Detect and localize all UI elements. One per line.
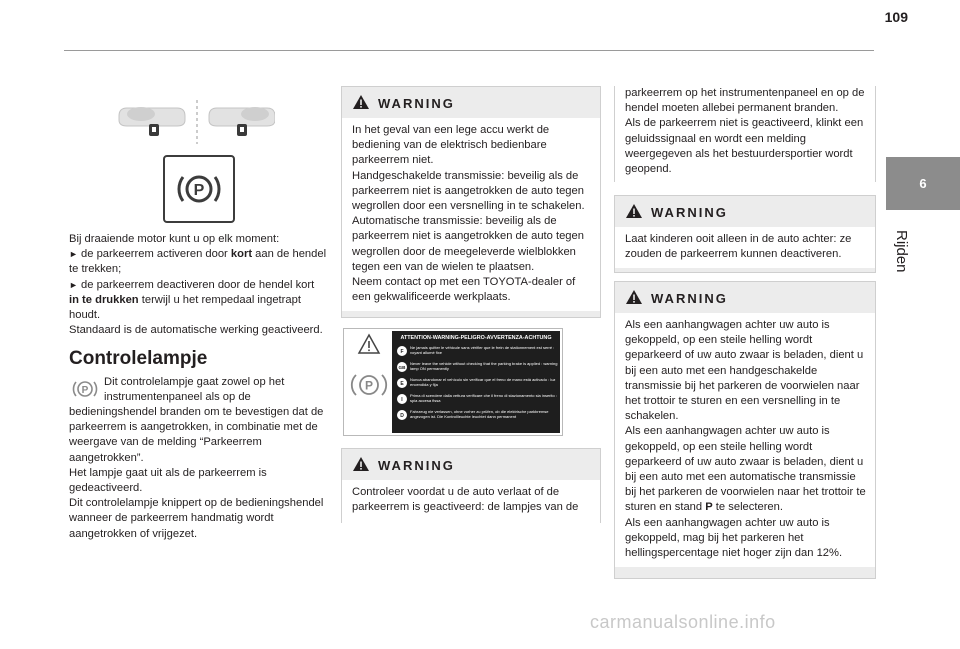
warning-box-leave-vehicle [341, 448, 601, 523]
parking-brake-warning-lamp-icon [72, 378, 98, 400]
warning-triangle-icon [352, 456, 370, 472]
sticker-header: ATTENTION-WARNING-PELIGRO-AVVERTENZA-ACHTUNG [400, 335, 552, 341]
sticker-lang-badge: D [400, 413, 404, 419]
lever-push-icon [209, 107, 275, 136]
warning-header [615, 282, 875, 313]
warning-title: WARNING [378, 96, 455, 111]
lever-pull-icon [119, 107, 185, 136]
sticker-line: Fahrzeug nie verlassen, ohne vorher zu prüfen, ob die elektrische parkbremse angezogen ist. Die Kontrollleuchte leuchtet dann permanent [410, 409, 549, 419]
svg-text:P: P [364, 378, 374, 393]
warning-body: Controleer voordat u de auto verlaat of de parkeerrem is geactiveerd: de lampjes van de [342, 480, 600, 529]
section-heading: Controlelampje [69, 348, 208, 369]
warning-title: WARNING [651, 205, 728, 220]
warning-box-children [614, 195, 876, 273]
svg-text:P: P [81, 385, 89, 396]
warning-box-trailer [614, 281, 876, 579]
intro-text [69, 232, 327, 338]
warning-box-continued [614, 86, 876, 182]
header-rule [64, 50, 874, 51]
warning-body: parkeerrem op het instrumentenpaneel en op de hendel moeten allebei permanent branden. Als de parkeerrem niet is geactiveerd, klinkt een geluidssignaal en wordt een melding weergegeven als het bestuurdersportier wordt geopend. [615, 86, 875, 183]
warning-triangle-icon [352, 94, 370, 110]
sticker-line: Never leave the vehicle without checking that the parking brake is applied : warning lamp ON permanently [410, 361, 558, 371]
sticker-lang-badge: E [400, 381, 404, 387]
lamp-text: Dit controlelampje gaat zowel op het instrumentenpaneel als op de [104, 376, 285, 404]
sticker-lang-badge: I [401, 397, 403, 403]
warning-sticker-image [343, 328, 563, 436]
intro-line: Bij draaiende motor kunt u op elk moment: [69, 233, 280, 245]
warning-header [342, 87, 600, 118]
parking-brake-lever-diagram [115, 98, 275, 146]
chapter-label [882, 230, 922, 300]
lamp-text-continued: bedieningshendel branden om te bevestigen dat de parkeerrem is aangetrokken, in combinatie met de weergave van de melding “Parkeerrem aangetrokken”. Het lampje gaat uit als de parkeerrem is gedeactiveerd. Dit controlelampje knippert op de bedieningshendel wanneer de parkeerrem handmatig wordt aangetrokken of vrijgezet. [69, 406, 324, 540]
warning-body: In het geval van een lege accu werkt de bediening van de elektrisch bedienbare parkeerrem niet. Handgeschakelde transmissie: beveilig als de parkeerrem niet is aangetrokken de auto tegen wegrollen door een versnelling in te schakelen. Automatische transmissie: beveilig als de parkeerrem niet is aangetrokken de auto tegen wegrollen door de meegeleverde wielblokken tegen een van de wielen te plaatsen. Neem contact op met een TOYOTA-dealer of een gekwalificeerde werkplaats. [342, 118, 600, 311]
warning-box-battery [341, 86, 601, 318]
warning-body: Als een aanhangwagen achter uw auto is gekoppeld, op een steile helling wordt geparkeerd of uw auto zwaar is beladen, dient u bij een auto met een handgeschakelde transmissie bij het parkeren de voorwielen naar het trottoir te sturen en een versnelling in te schakelen. Als een aanhangwagen achter uw auto is gekoppeld, op een steile helling wordt geparkeerd of uw auto zwaar is beladen, dient u bij een auto met een automatische transmissie bij het parkeren de voorwielen naar het trottoir te sturen en stand P te selecteren. Als een aanhangwagen achter uw auto is gekoppeld, mag bij het parkeren het hellingspercentage niet hoger zijn dan 12%. [615, 313, 875, 567]
warning-triangle-icon [625, 203, 643, 219]
sticker-line: Prima di scendere dalla vettura verificare che il freno di stazionamento sia inserito : spia accesa fissa [410, 393, 557, 403]
warning-triangle-icon [625, 289, 643, 305]
sticker-lang-badge: F [400, 349, 404, 355]
intro-default: Standaard is de automatische werking geactiveerd. [69, 324, 323, 337]
svg-text:P: P [193, 182, 205, 199]
warning-title: WARNING [651, 291, 728, 306]
parking-brake-button-icon [163, 155, 235, 223]
page-number: 109 [884, 9, 908, 25]
sticker-line: Nunca abandonar el vehículo sin verificar que el freno de mano está activado : luz encendida y fija [410, 377, 556, 387]
intro-bullet-deactivate: ► de parkeerrem deactiveren door de hendel kort in te drukken terwijl u het rempedaal ingetrapt houdt. [69, 278, 315, 322]
intro-bullet-activate: ► de parkeerrem activeren door kort aan de hendel te trekken; [69, 248, 327, 276]
warning-header [342, 449, 600, 480]
warning-header [615, 196, 875, 227]
chapter-title: Rijden [893, 230, 910, 273]
warning-title: WARNING [378, 458, 455, 473]
sticker-line: Ne jamais quitter le véhicule sans vérifier que le frein de stationnement est serré : voyant allumé fixe [410, 345, 555, 355]
watermark: carmanualsonline.info [590, 612, 776, 632]
sticker-lang-badge: GB [398, 365, 406, 370]
warning-body: Laat kinderen ooit alleen in de auto achter: ze zouden de parkeerrem kunnen deactiveren. [615, 227, 875, 268]
chapter-tab[interactable]: 6 [886, 157, 960, 210]
